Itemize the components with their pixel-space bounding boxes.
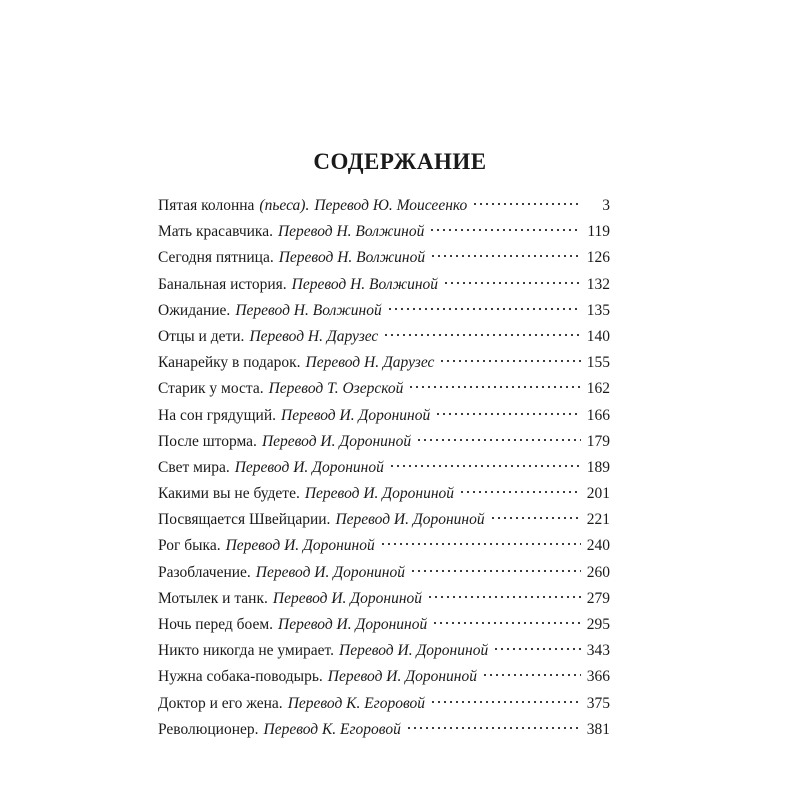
entry-translator: Перевод И. Дорониной [339,642,489,660]
toc-entry [158,485,610,511]
toc-list [158,197,610,747]
entry-translator: Перевод К. Егоровой [287,694,426,712]
entry-title: После шторма. [158,432,257,450]
entry-page-number: 189 [586,458,610,476]
entry-page-number: 201 [586,485,610,503]
dot-leader [459,489,581,495]
entry-title: Разоблачение. [158,563,251,581]
entry-translator: Перевод И. Дорониной [281,406,431,424]
entry-page-number: 179 [586,432,610,450]
entry-translator: Перевод И. Дорониной [261,432,412,450]
toc-entry [158,511,610,537]
dot-leader [439,358,581,364]
entry-page-number: 119 [587,223,610,241]
entry-translator: Перевод Н. Дарузес [249,327,379,345]
entry-translator: Перевод Н. Дарузес [305,354,435,372]
entry-title: Банальная история. [158,275,287,293]
dot-leader [383,332,581,338]
toc-entry [158,721,610,747]
entry-page-number: 166 [586,406,610,424]
entry-page-number: 126 [586,249,610,267]
toc-entry [158,668,610,694]
dot-leader [380,541,581,547]
toc-entry [158,616,610,642]
entry-translator: Перевод Н. Волжиной [277,223,425,241]
dot-leader [408,384,581,390]
entry-title: Пятая колонна [158,197,255,214]
entry-translator: Перевод И. Дорониной [278,616,428,633]
entry-page-number: 260 [586,563,610,581]
entry-title: Старик у моста. [158,380,264,398]
toc-entry [158,249,610,275]
entry-page-number: 155 [586,354,610,372]
dot-leader [387,306,581,312]
dot-leader [427,594,581,600]
entry-title: Революционер. [158,720,259,738]
entry-title: Канарейку в подарок. [158,354,301,372]
dot-leader [472,201,581,207]
entry-title: На сон грядущий. [158,406,277,424]
toc-entry [158,642,610,668]
toc-entry [158,537,610,563]
toc-entry [158,197,610,223]
entry-translator: Перевод Т. Озерской [268,380,404,398]
entry-title: Сегодня пятница. [158,249,274,267]
entry-page-number: 343 [586,642,610,660]
toc-entry [158,223,610,249]
entry-title: Свет мира. [158,458,230,476]
entry-translator: Перевод И. Дорониной [255,563,405,581]
dot-leader [482,672,581,678]
dot-leader [493,646,581,652]
dot-leader [490,515,581,521]
entry-title: Ночь перед боем. [158,616,274,633]
dot-leader [406,725,581,731]
toc-entry [158,459,610,485]
dot-leader [416,437,581,443]
entry-translator: Перевод И. Дорониной [234,458,384,476]
entry-translator: Перевод Ю. Моисеенко [314,197,468,214]
dot-leader [410,568,581,574]
entry-translator: Перевод К. Егоровой [263,720,401,738]
entry-translator: Перевод И. Дорониной [272,589,423,607]
entry-page-number: 366 [586,668,610,686]
dot-leader [432,620,581,626]
toc-entry [158,433,610,459]
entry-page-number: 240 [586,537,610,555]
dot-leader [389,463,581,469]
toc-heading: СОДЕРЖАНИЕ [313,149,487,174]
dot-leader [435,411,581,417]
entry-title: Доктор и его жена. [158,694,283,712]
entry-translator: Перевод Н. Волжиной [235,301,382,319]
toc-entry [158,328,610,354]
dot-leader [429,227,581,233]
toc-entry [158,354,610,380]
entry-page-number: 135 [586,301,610,319]
entry-title: Мотылек и танк. [158,589,268,607]
entry-page-number: 295 [586,616,610,633]
dot-leader [430,699,581,705]
toc-entry [158,380,610,406]
entry-title: Какими вы не будете. [158,485,300,503]
toc-entry [158,407,610,433]
entry-page-number: 279 [586,589,610,607]
toc-entry [158,564,610,590]
entry-page-number: 132 [586,275,610,293]
entry-translator: Перевод И. Дорониной [327,668,477,686]
entry-page-number: 162 [586,380,610,398]
entry-title: Посвящается Швейцарии. [158,511,331,529]
entry-title: Мать красавчика. [158,223,273,241]
entry-translator: Перевод Н. Волжиной [291,275,439,293]
entry-translator: Перевод Н. Волжиной [278,249,426,267]
entry-page-number: 221 [586,511,610,529]
entry-title: Отцы и дети. [158,327,245,345]
entry-page-number: 140 [586,327,610,345]
entry-genre-note: (пьеса). [259,197,310,214]
toc-entry [158,276,610,302]
toc-entry [158,695,610,721]
entry-title: Рог быка. [158,537,221,555]
entry-page-number: 375 [586,694,610,712]
entry-translator: Перевод И. Дорониной [304,485,455,503]
entry-title: Нужна собака-поводырь. [158,668,323,686]
entry-page-number: 381 [586,720,610,738]
dot-leader [443,280,581,286]
dot-leader [430,253,581,259]
entry-translator: Перевод И. Дорониной [335,511,485,529]
toc-entry [158,302,610,328]
entry-title: Ожидание. [158,301,231,319]
toc-entry [158,590,610,616]
entry-translator: Перевод И. Дорониной [225,537,375,555]
entry-title: Никто никогда не умирает. [158,642,335,660]
entry-page-number: 3 [602,197,610,214]
